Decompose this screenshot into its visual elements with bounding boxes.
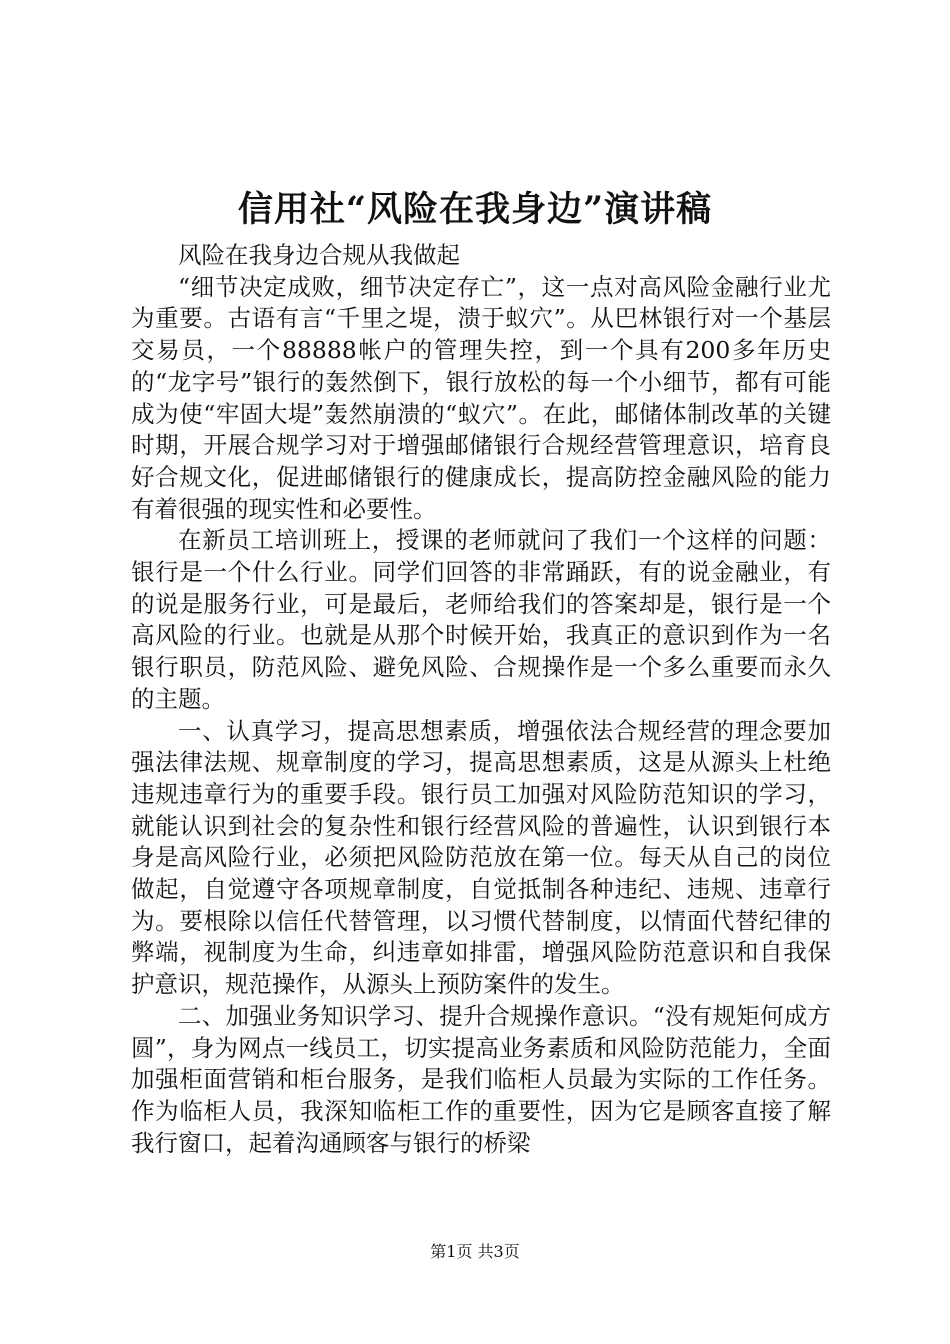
document-body bbox=[131, 240, 831, 1159]
document-title: 信用社“风险在我身边”演讲稿 bbox=[237, 189, 713, 230]
page-footer: 第1页 共3页 bbox=[430, 1242, 520, 1261]
paragraph-section-two: 二、加强业务知识学习、提升合规操作意识。“没有规矩何成方圆”，身为网点一线员工，切实提高业务素质和风险防范能力，全面加强柜面营销和柜台服务，是我们临柜人员最为实际的工作任务。作为临柜人员，我深知临柜工作的重要性，因为它是顾客直接了解我行窗口，起着沟通顾客与银行的桥梁 bbox=[131, 1001, 831, 1157]
paragraph-intro: “细节决定成败，细节决定存亡”，这一点对高风险金融行业尤为重要。古语有言“千里之堤，溃于蚁穴”。从巴林银行对一个基层交易员，一个88888帐户的管理失控，到一个具有200多年历史的“龙字号”银行的轰然倒下，银行放松的每一个小细节，都有可能成为使“牢固大堤”轰然崩溃的“蚁穴”。在此，邮储体制改革的关键时期，开展合规学习对于增强邮储银行合规经营管理意识，培育良好合规文化，促进邮储银行的健康成长，提高防控金融风险的能力有着很强的现实性和必要性。 bbox=[131, 272, 831, 523]
paragraph-training: 在新员工培训班上，授课的老师就问了我们一个这样的问题：银行是一个什么行业。同学们回答的非常踊跃，有的说金融业，有的说是服务行业，可是最后，老师给我们的答案却是，银行是一个高风险的行业。也就是从那个时候开始，我真正的意识到作为一名银行职员，防范风险、避免风险、合规操作是一个多么重要而永久的主题。 bbox=[131, 526, 831, 713]
document-subtitle: 风险在我身边合规从我做起 bbox=[178, 241, 460, 269]
paragraph-section-one: 一、认真学习，提高思想素质，增强依法合规经营的理念要加强法律法规、规章制度的学习，提高思想素质，这是从源头上杜绝违规违章行为的重要手段。银行员工加强对风险防范知识的学习，就能认识到社会的复杂性和银行经营风险的普遍性，认识到银行本身是高风险行业，必须把风险防范放在第一位。每天从自己的岗位做起，自觉遵守各项规章制度，自觉抵制各种违纪、违规、违章行为。要根除以信任代替管理，以习惯代替制度，以情面代替纪律的弊端，视制度为生命，纠违章如排雷，增强风险防范意识和自我保护意识，规范操作，从源头上预防案件的发生。 bbox=[131, 716, 831, 999]
